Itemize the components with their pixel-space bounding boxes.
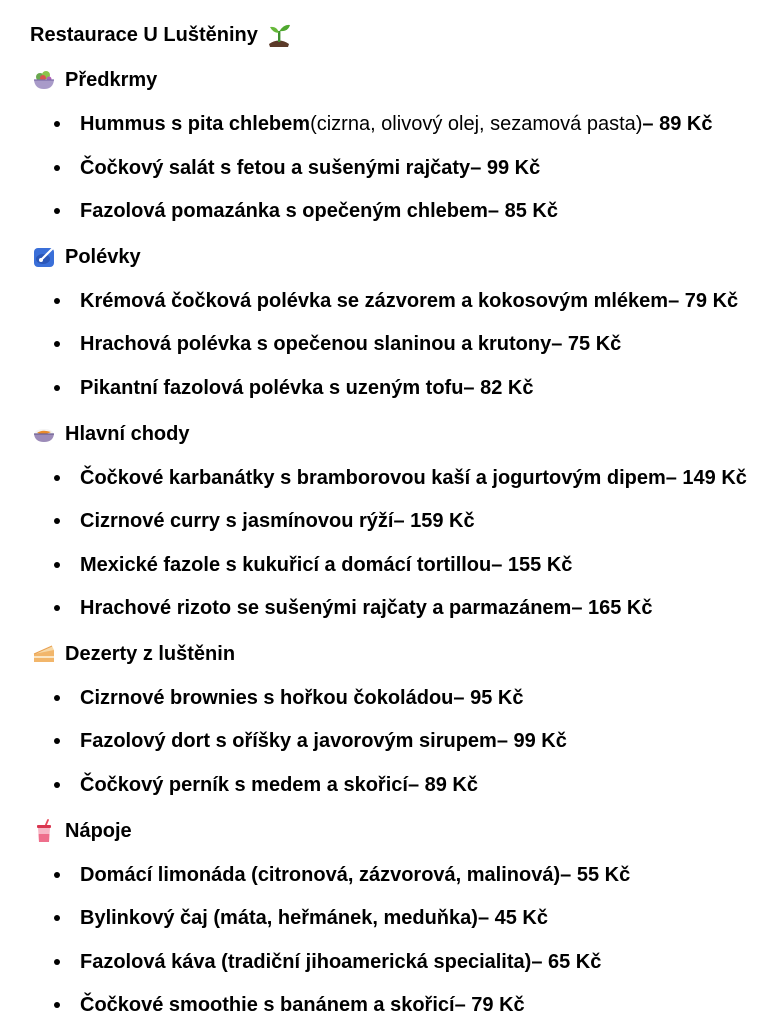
bullet (54, 915, 60, 921)
menu-item (54, 288, 738, 314)
salad-bowl-icon (32, 68, 56, 92)
menu-item (54, 949, 601, 975)
item-price: – 55 Kč (560, 863, 631, 886)
bullet (54, 298, 60, 304)
section-hlavni-chody (32, 421, 189, 447)
item-description: (cizrna, olivový olej, sezamová pasta) (310, 112, 643, 135)
menu-item (54, 465, 747, 491)
menu-item (54, 331, 621, 357)
bullet (54, 385, 60, 391)
menu-item (54, 685, 523, 711)
item-price: – 165 Kč (571, 596, 653, 619)
item-name: Bylinkový čaj (máta, heřmánek, meduňka) (80, 906, 478, 929)
section-title: Polévky (65, 245, 141, 268)
menu-item (54, 198, 558, 224)
menu-item (54, 772, 478, 798)
cake-slice-icon (32, 642, 56, 666)
item-name: Hrachové rizoto se sušenými rajčaty a parmazánem (80, 596, 572, 619)
menu-item (54, 155, 540, 181)
item-name: Hummus s pita chlebem (80, 112, 311, 135)
item-price: – 155 Kč (491, 553, 573, 576)
item-price: – 45 Kč (477, 906, 548, 929)
soup-bowl-icon (32, 245, 56, 269)
item-price: – 95 Kč (453, 686, 524, 709)
item-name: Hrachová polévka s opečenou slaninou a krutony (80, 332, 552, 355)
item-price: – 89 Kč (407, 773, 478, 796)
item-price: – 159 Kč (393, 509, 475, 532)
item-price: – 79 Kč (454, 993, 525, 1016)
bullet (54, 341, 60, 347)
section-napoje (32, 818, 132, 844)
section-title: Hlavní chody (65, 422, 190, 445)
item-name: Domácí limonáda (citronová, zázvorová, malinová) (80, 863, 561, 886)
item-price: – 82 Kč (463, 376, 534, 399)
bullet (54, 562, 60, 568)
menu-item (54, 508, 475, 534)
bullet (54, 738, 60, 744)
menu-item (54, 552, 572, 578)
bullet (54, 518, 60, 524)
document-title (30, 22, 292, 48)
item-price: – 99 Kč (496, 729, 567, 752)
item-name: Cizrnové brownies s hořkou čokoládou (80, 686, 454, 709)
item-name: Pikantní fazolová polévka s uzeným tofu (80, 376, 464, 399)
section-polevky (32, 244, 141, 270)
menu-item (54, 992, 525, 1018)
seedling-icon (266, 22, 292, 48)
menu-item (54, 375, 533, 401)
bullet (54, 959, 60, 965)
item-price: – 99 Kč (470, 156, 541, 179)
bullet (54, 165, 60, 171)
item-name: Čočkový perník s medem a skořicí (80, 773, 408, 796)
item-price: – 85 Kč (487, 199, 558, 222)
item-price: – 89 Kč (642, 112, 713, 135)
section-dezerty (32, 641, 235, 667)
section-predkrmy (32, 67, 157, 93)
menu-item (54, 111, 712, 137)
bullet (54, 872, 60, 878)
item-name: Krémová čočková polévka se zázvorem a kokosovým mlékem (80, 289, 669, 312)
item-price: – 149 Kč (665, 466, 747, 489)
menu-item (54, 728, 567, 754)
item-name: Čočkové karbanátky s bramborovou kaší a jogurtovým dipem (80, 466, 666, 489)
menu-item (54, 862, 630, 888)
item-price: – 65 Kč (531, 950, 602, 973)
cup-with-straw-icon (32, 819, 56, 843)
curry-rice-icon (32, 422, 56, 446)
bullet (54, 605, 60, 611)
section-title: Nápoje (65, 819, 132, 842)
menu-item (54, 595, 653, 621)
item-price: – 75 Kč (551, 332, 622, 355)
item-name: Fazolová káva (tradiční jihoamerická specialita) (80, 950, 532, 973)
bullet (54, 782, 60, 788)
bullet (54, 121, 60, 127)
bullet (54, 1002, 60, 1008)
item-name: Fazolová pomazánka s opečeným chlebem (80, 199, 488, 222)
item-name: Fazolový dort s oříšky a javorovým sirupem (80, 729, 497, 752)
bullet (54, 208, 60, 214)
item-price: – 79 Kč (668, 289, 739, 312)
bullet (54, 695, 60, 701)
item-name: Mexické fazole s kukuřicí a domácí tortillou (80, 553, 492, 576)
section-title: Dezerty z luštěnin (65, 642, 236, 665)
section-title: Předkrmy (65, 68, 158, 91)
bullet (54, 475, 60, 481)
item-name: Cizrnové curry s jasmínovou rýží (80, 509, 394, 532)
menu-item (54, 905, 548, 931)
item-name: Čočkové smoothie s banánem a skořicí (80, 993, 455, 1016)
item-name: Čočkový salát s fetou a sušenými rajčaty (80, 156, 471, 179)
document-title-text: Restaurace U Luštěniny (30, 23, 258, 46)
